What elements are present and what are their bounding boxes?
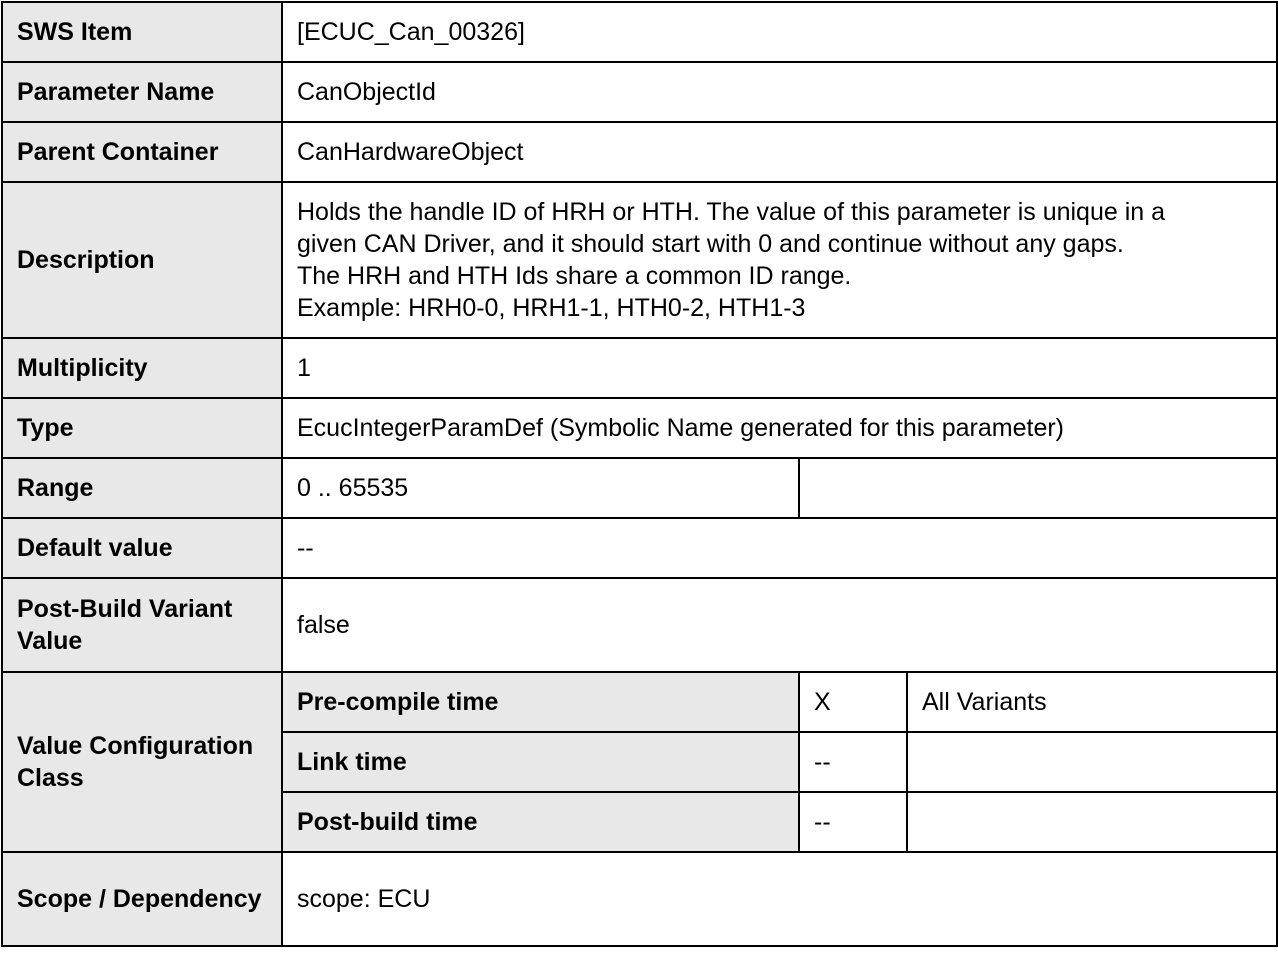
range-extra [799, 458, 1277, 518]
description-line: given CAN Driver, and it should start with 0 and continue without any gaps. [297, 230, 1124, 258]
parent-container-value: CanHardwareObject [282, 122, 1277, 182]
value-configuration-class-label: Value Configuration Class [2, 672, 282, 852]
row-default-value [2, 518, 1277, 578]
vcc-entry-variants [907, 792, 1277, 852]
multiplicity-label: Multiplicity [2, 338, 282, 398]
scope-dependency-label: Scope / Dependency [2, 852, 282, 946]
description-line: Example: HRH0-0, HRH1-1, HTH0-2, HTH1-3 [297, 294, 806, 322]
row-sws-item [2, 2, 1277, 62]
range-label: Range [2, 458, 282, 518]
vcc-entry-mark: -- [799, 792, 907, 852]
description-line: Holds the handle ID of HRH or HTH. The value of this parameter is unique in a [297, 198, 1166, 226]
row-multiplicity [2, 338, 1277, 398]
scope-dependency-value: scope: ECU [282, 852, 1277, 946]
row-type [2, 398, 1277, 458]
parameter-name-value: CanObjectId [282, 62, 1277, 122]
parent-container-label: Parent Container [2, 122, 282, 182]
default-value-value: -- [282, 518, 1277, 578]
multiplicity-value: 1 [282, 338, 1277, 398]
vcc-entry-name: Link time [282, 732, 799, 792]
post-build-variant-value-label: Post-Build Variant Value [2, 578, 282, 672]
row-description [2, 182, 1277, 338]
vcc-entry-name: Post-build time [282, 792, 799, 852]
row-post-build-variant-value [2, 578, 1277, 672]
description-line: The HRH and HTH Ids share a common ID range. [297, 262, 852, 290]
range-value: 0 .. 65535 [282, 458, 799, 518]
default-value-label: Default value [2, 518, 282, 578]
parameter-spec-table [1, 1, 1278, 947]
row-parent-container [2, 122, 1277, 182]
parameter-name-label: Parameter Name [2, 62, 282, 122]
vcc-entry-name: Pre-compile time [282, 672, 799, 732]
row-range [2, 458, 1277, 518]
description-label: Description [2, 182, 282, 338]
vcc-entry-variants [907, 732, 1277, 792]
type-value: EcucIntegerParamDef (Symbolic Name generated for this parameter) [282, 398, 1277, 458]
type-label: Type [2, 398, 282, 458]
vcc-entry-mark: X [799, 672, 907, 732]
description-value [282, 182, 1277, 338]
vcc-entry-variants: All Variants [907, 672, 1277, 732]
row-parameter-name [2, 62, 1277, 122]
post-build-variant-value-value: false [282, 578, 1277, 672]
row-scope-dependency [2, 852, 1277, 946]
sws-item-label: SWS Item [2, 2, 282, 62]
sws-item-value: [ECUC_Can_00326] [282, 2, 1277, 62]
row-vcc-pre-compile [2, 672, 1277, 732]
vcc-entry-mark: -- [799, 732, 907, 792]
